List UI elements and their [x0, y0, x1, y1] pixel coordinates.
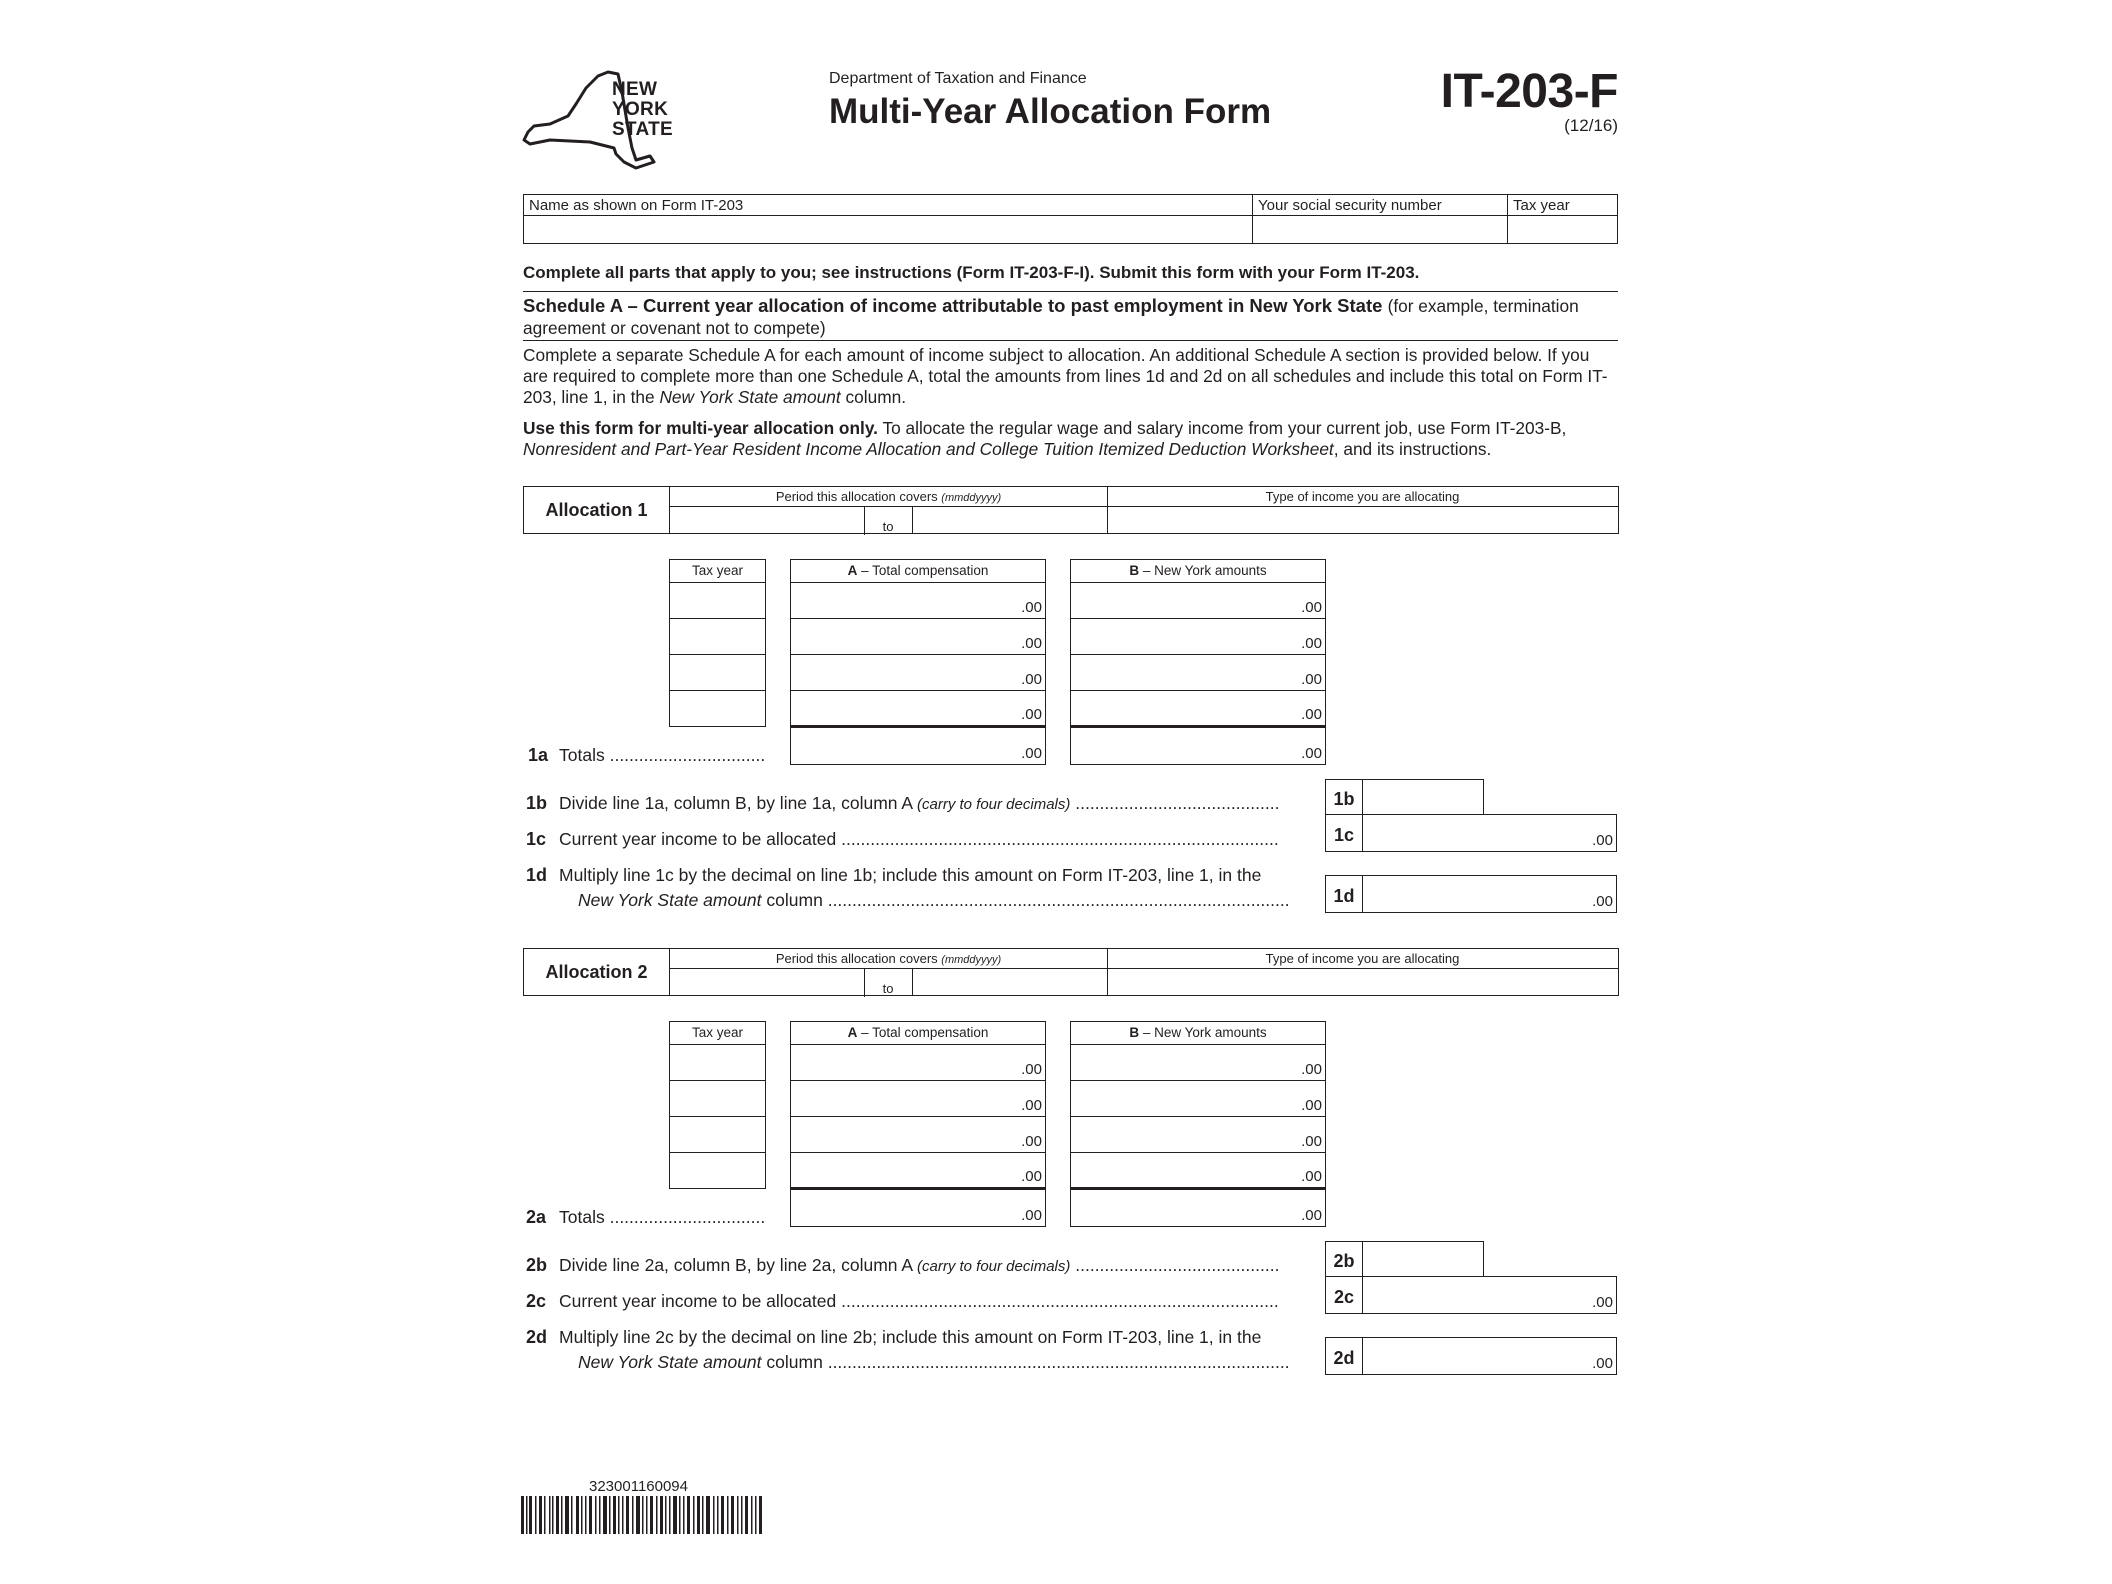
period-end-input[interactable]: [913, 969, 1107, 995]
tax-year-column-header: Tax year: [669, 1021, 766, 1045]
income-type-label: Type of income you are allocating: [1265, 489, 1460, 504]
line-2b-input[interactable]: [1362, 1241, 1484, 1277]
allocation-1-label: Allocation 1: [523, 486, 670, 534]
line-2a-text: Totals ................................: [559, 1207, 766, 1227]
tax-year-input[interactable]: [669, 1080, 766, 1117]
tax-year-input[interactable]: [669, 1044, 766, 1081]
total-compensation-input[interactable]: .00: [790, 1080, 1046, 1117]
tax-year-input[interactable]: [669, 618, 766, 655]
new-york-amount-input[interactable]: .00: [1070, 582, 1326, 619]
total-compensation-input[interactable]: .00: [790, 690, 1046, 727]
line-1a-text: Totals ................................: [559, 745, 766, 765]
line-1d-label: 1d: [1325, 875, 1363, 913]
line-1b-input[interactable]: [1362, 779, 1484, 815]
tax-year-field[interactable]: [1508, 195, 1616, 243]
line-2a-number: 2a: [526, 1207, 547, 1227]
section-divider: [523, 340, 1618, 341]
new-york-amount-total[interactable]: .00: [1070, 727, 1326, 765]
section-divider: [523, 291, 1618, 292]
line-2d-input[interactable]: .00: [1362, 1337, 1617, 1375]
line-1a-number: 1a: [528, 745, 549, 765]
period-to-label: to: [882, 981, 894, 996]
schedule-a-title: Schedule A – Current year allocation of income attributable to past employment in New York State: [523, 295, 1383, 316]
line-1d-number: 1d: [526, 865, 548, 885]
line-2c-number: 2c: [526, 1291, 547, 1311]
ssn-field-label: Your social security number: [1258, 197, 1442, 214]
use-form-instructions: Use this form for multi-year allocation only. To allocate the regular wage and salary income from your current job, use Form IT-203-B, Nonresident and Part-Year Resident Income Allocation and College Tuition Itemized Deduction Worksheet, and its instructions.: [523, 418, 1567, 459]
total-compensation-column-header: A – Total compensation: [790, 1021, 1046, 1045]
line-1d-text-continued: New York State amount column ...............................................................................................: [578, 890, 1290, 910]
new-york-amount-input[interactable]: .00: [1070, 1080, 1326, 1117]
line-1b-number: 1b: [526, 793, 548, 813]
general-instructions: Complete all parts that apply to you; see instructions (Form IT-203-F-I). Submit this form with your Form IT-203.: [523, 263, 1420, 282]
line-1b-label: 1b: [1325, 779, 1363, 815]
tax-year-input[interactable]: [669, 690, 766, 727]
line-1d-input[interactable]: .00: [1362, 875, 1617, 913]
period-start-input[interactable]: [670, 507, 864, 533]
total-compensation-input[interactable]: .00: [790, 1152, 1046, 1189]
line-2d-label: 2d: [1325, 1337, 1363, 1375]
taxpayer-info-box: [523, 194, 1618, 244]
total-compensation-input[interactable]: .00: [790, 618, 1046, 655]
schedule-a-example: (for example, termination agreement or covenant not to compete): [523, 296, 1579, 338]
name-field-label: Name as shown on Form IT-203: [529, 197, 744, 214]
new-york-amount-total[interactable]: .00: [1070, 1189, 1326, 1227]
logo-wordmark: NEW YORK STATE: [612, 79, 673, 140]
total-compensation-column-header: A – Total compensation: [790, 559, 1046, 583]
period-label: Period this allocation covers (mmddyyyy): [775, 951, 1002, 966]
new-york-amount-input[interactable]: .00: [1070, 690, 1326, 727]
new-york-amount-input[interactable]: .00: [1070, 1116, 1326, 1153]
period-start-input[interactable]: [670, 969, 864, 995]
tax-year-field-label: Tax year: [1513, 197, 1570, 214]
tax-year-column-header: Tax year: [669, 559, 766, 583]
line-1c-number: 1c: [526, 829, 547, 849]
ssn-field[interactable]: [1253, 195, 1508, 243]
total-compensation-input[interactable]: .00: [790, 582, 1046, 619]
total-compensation-total[interactable]: .00: [790, 727, 1046, 765]
page-title: Multi-Year Allocation Form: [829, 92, 1272, 131]
form-number: IT-203-F: [1440, 65, 1618, 118]
line-2d-number: 2d: [526, 1327, 548, 1347]
schedule-a-heading: [523, 295, 1618, 339]
total-compensation-input[interactable]: .00: [790, 1044, 1046, 1081]
department-name: Department of Taxation and Finance: [829, 70, 1087, 87]
period-end-input[interactable]: [913, 507, 1107, 533]
income-type-label: Type of income you are allocating: [1265, 951, 1460, 966]
line-1c-label: 1c: [1325, 814, 1363, 852]
form-revision: (12/16): [1564, 116, 1618, 135]
barcode-number: 323001160094: [589, 1478, 688, 1495]
new-york-amount-input[interactable]: .00: [1070, 654, 1326, 691]
barcode-icon: [521, 1496, 763, 1534]
tax-year-input[interactable]: [669, 1152, 766, 1189]
line-2c-label: 2c: [1325, 1276, 1363, 1314]
tax-year-input[interactable]: [669, 582, 766, 619]
separate-schedule-instructions: Complete a separate Schedule A for each amount of income subject to allocation. An additional Schedule A section is provided below. If you are required to complete more than one Schedule A, total the amounts from lines 1d and 2d on all schedules and include this total on Form IT-203, line 1, in the New York State amount column.: [523, 345, 1608, 407]
new-york-amounts-column-header: B – New York amounts: [1070, 1021, 1326, 1045]
income-type-input[interactable]: [1108, 507, 1618, 533]
period-to-label: to: [882, 519, 894, 534]
allocation-1-header-box: [669, 486, 1619, 534]
new-york-amount-input[interactable]: .00: [1070, 618, 1326, 655]
line-1c-text: Current year income to be allocated ..........................................................................................: [559, 829, 1279, 849]
nys-logo: [520, 70, 690, 172]
allocation-2-header-box: [669, 948, 1619, 996]
line-2c-input[interactable]: .00: [1362, 1276, 1617, 1314]
income-type-input[interactable]: [1108, 969, 1618, 995]
new-york-amount-input[interactable]: .00: [1070, 1044, 1326, 1081]
line-2d-text: Multiply line 2c by the decimal on line 2b; include this amount on Form IT-203, line 1, in the: [559, 1327, 1262, 1347]
total-compensation-input[interactable]: .00: [790, 1116, 1046, 1153]
total-compensation-total[interactable]: .00: [790, 1189, 1046, 1227]
line-2b-number: 2b: [526, 1255, 548, 1275]
new-york-amounts-column-header: B – New York amounts: [1070, 559, 1326, 583]
allocation-2-label: Allocation 2: [523, 948, 670, 996]
line-1d-text: Multiply line 1c by the decimal on line 1b; include this amount on Form IT-203, line 1, in the: [559, 865, 1262, 885]
name-field[interactable]: [524, 195, 1253, 243]
line-1b-text: Divide line 1a, column B, by line 1a, column A (carry to four decimals) ..........................................: [559, 793, 1280, 813]
new-york-amount-input[interactable]: .00: [1070, 1152, 1326, 1189]
period-label: Period this allocation covers (mmddyyyy): [775, 489, 1002, 504]
tax-year-input[interactable]: [669, 1116, 766, 1153]
line-1c-input[interactable]: .00: [1362, 814, 1617, 852]
tax-year-input[interactable]: [669, 654, 766, 691]
line-2c-text: Current year income to be allocated ..........................................................................................: [559, 1291, 1279, 1311]
total-compensation-input[interactable]: .00: [790, 654, 1046, 691]
line-2b-text: Divide line 2a, column B, by line 2a, column A (carry to four decimals) ..........................................: [559, 1255, 1280, 1275]
line-2d-text-continued: New York State amount column ...............................................................................................: [578, 1352, 1290, 1372]
line-2b-label: 2b: [1325, 1241, 1363, 1277]
